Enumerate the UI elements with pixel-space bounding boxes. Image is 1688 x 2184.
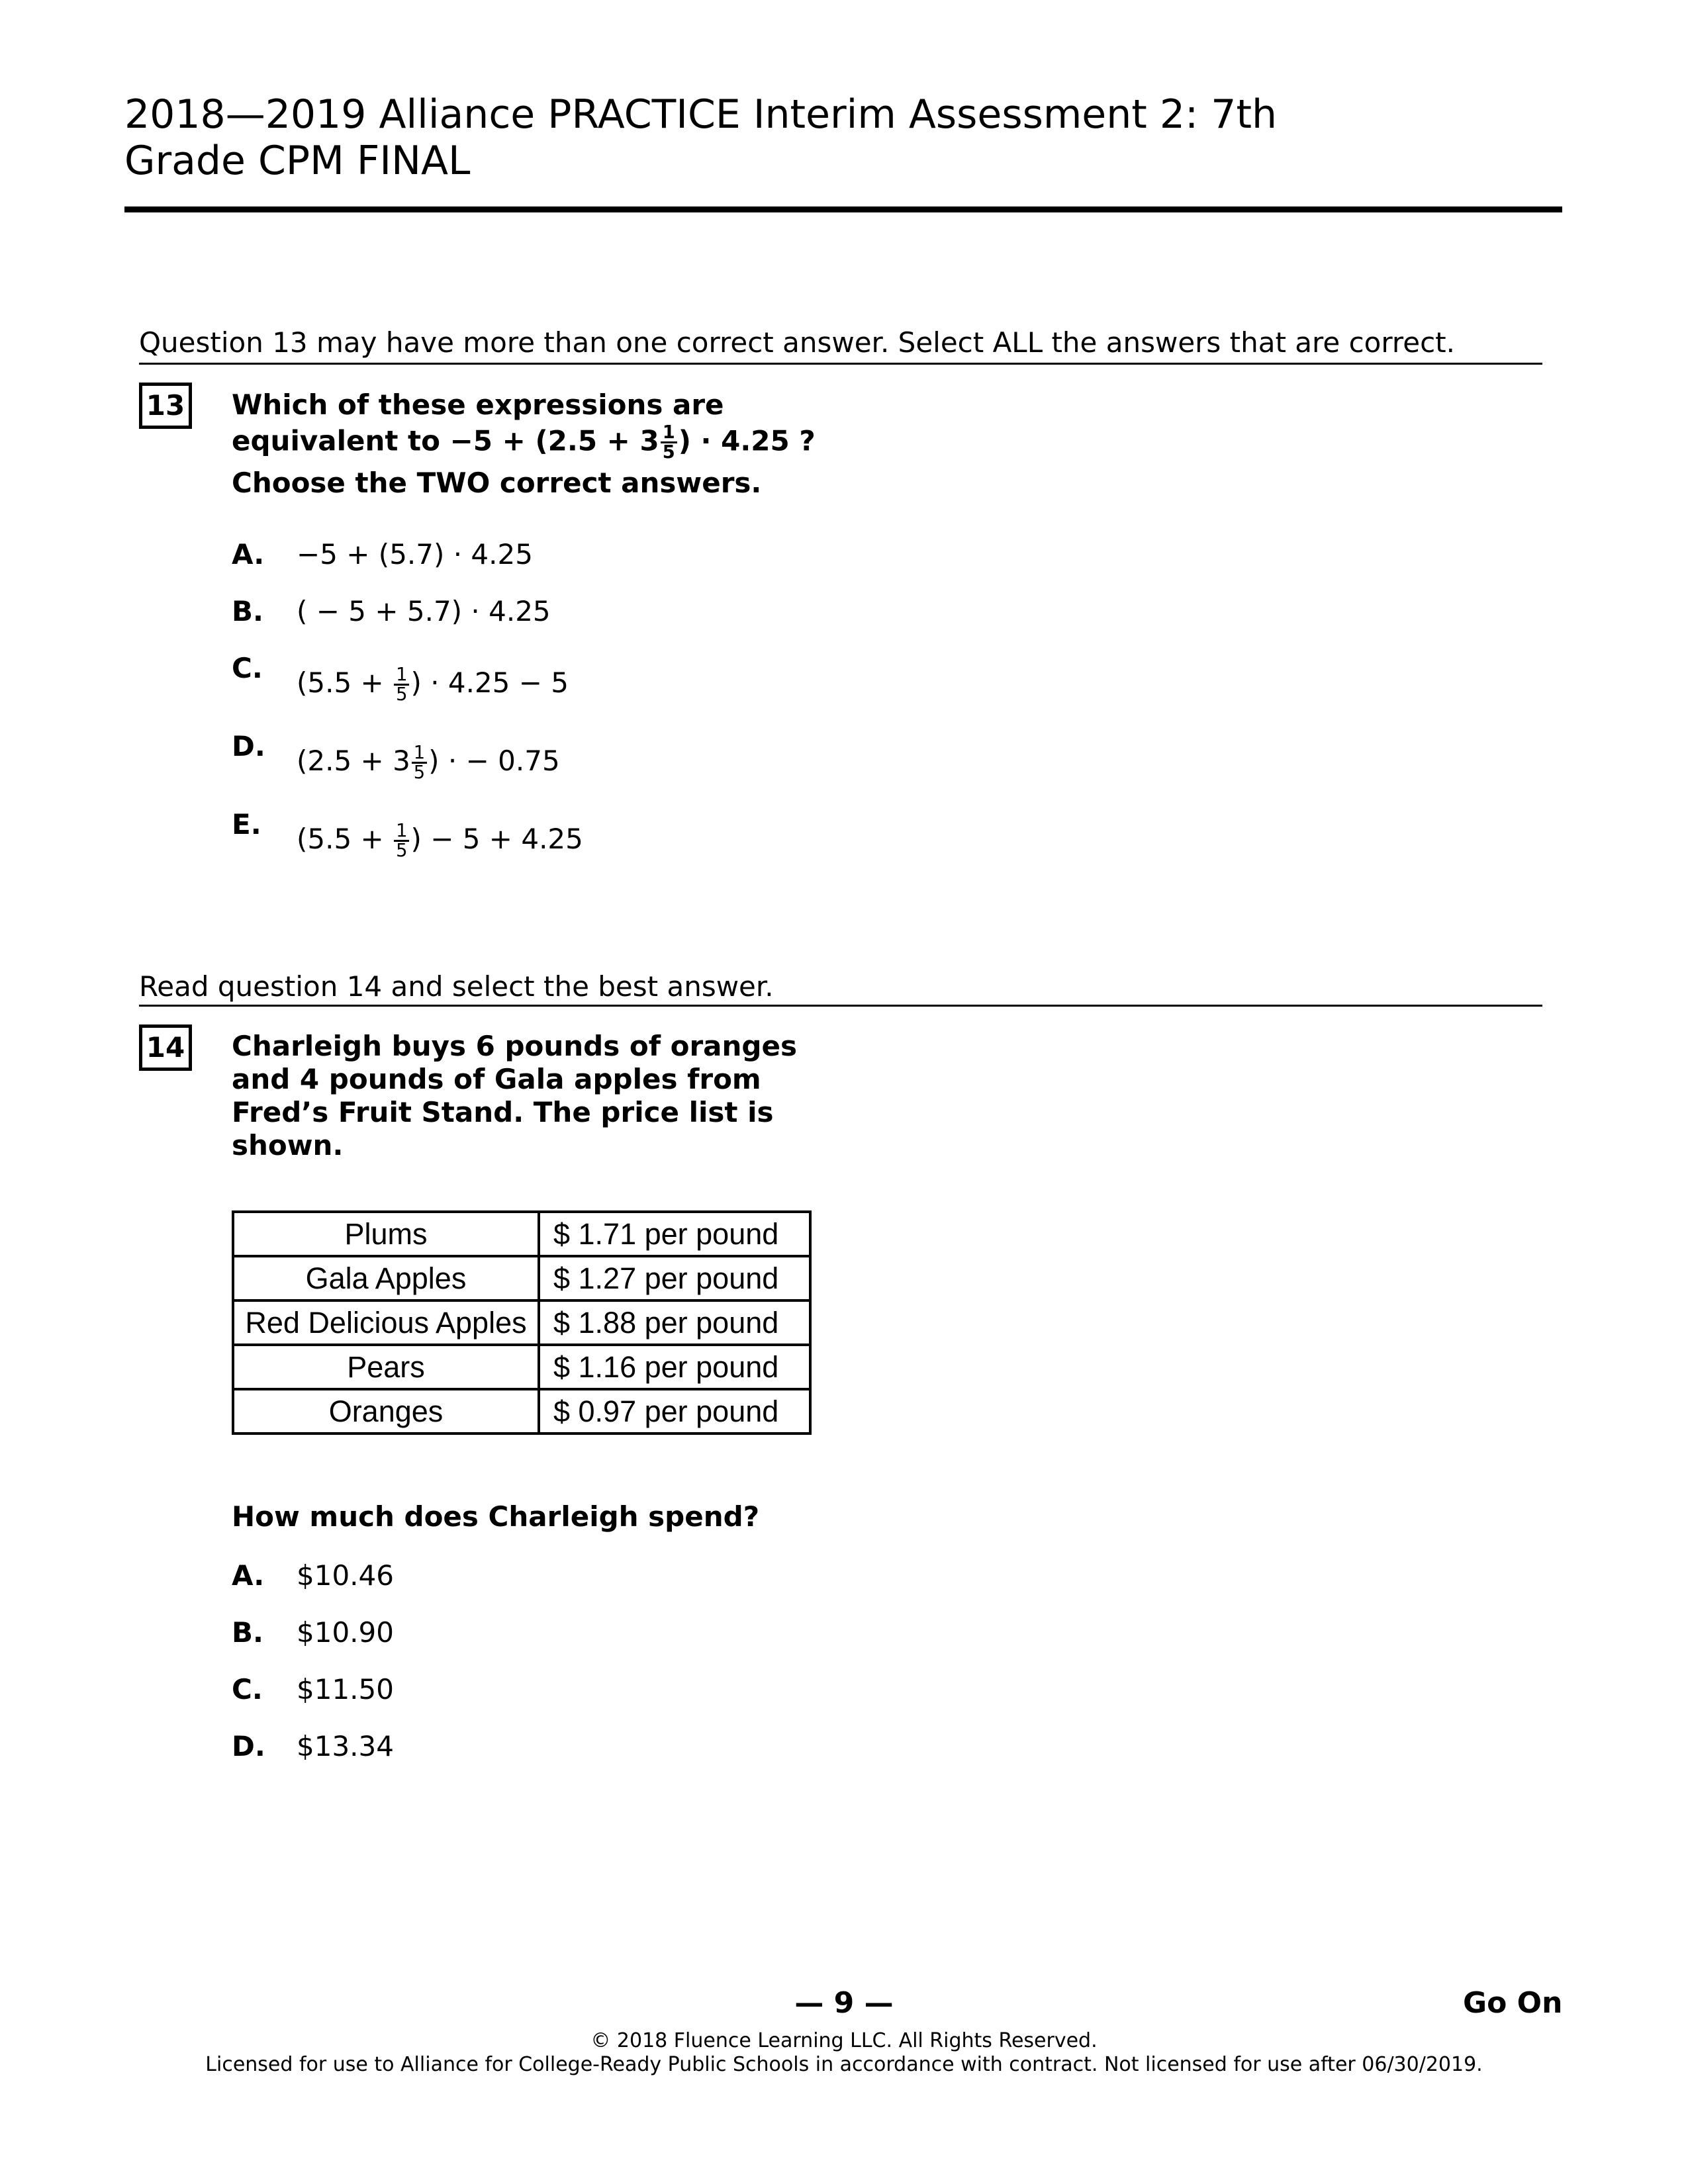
option-letter: A. [232, 1559, 265, 1592]
table-row [233, 1256, 810, 1300]
option-text: −5 + (5.7) · 4.25 [297, 538, 533, 570]
option-text: (2.5 + 3 $\frac{1}{5}$ ) · − 0.75 [297, 743, 560, 784]
q13-stem-line-3: Choose the TWO correct answers. [232, 466, 762, 499]
price-cell: $ 0.97 per pound [539, 1389, 810, 1433]
q13-stem [232, 388, 816, 500]
option-letter: C. [232, 652, 263, 684]
option-letter: B. [232, 1616, 263, 1649]
q13-option-c[interactable] [232, 651, 569, 705]
q14-option-b[interactable] [232, 1615, 394, 1650]
option-fraction: $\frac{1}{5}$ [394, 822, 409, 860]
q13-instruction: Question 13 may have more than one correct answer. Select ALL the answers that are correct. [139, 326, 1455, 359]
table-row [233, 1212, 810, 1256]
page-title [124, 91, 1548, 184]
q13-option-a[interactable] [232, 537, 533, 572]
price-cell: $ 1.16 per pound [539, 1345, 810, 1389]
q14-question: How much does Charleigh spend? [232, 1500, 760, 1533]
option-text: $13.34 [297, 1730, 394, 1762]
q13-option-e[interactable] [232, 807, 583, 862]
item-cell: Red Delicious Apples [233, 1300, 539, 1345]
price-cell: $ 1.88 per pound [539, 1300, 810, 1345]
option-letter: A. [232, 538, 265, 570]
go-on-label: Go On [1463, 1986, 1563, 2020]
q14-instruction-divider [139, 1005, 1542, 1007]
price-cell: $ 1.71 per pound [539, 1212, 810, 1256]
option-fraction: $\frac{1}{5}$ [412, 744, 427, 782]
q14-number-box: 14 [139, 1024, 192, 1071]
q14-stem-line: and 4 pounds of Gala apples from [232, 1063, 761, 1095]
option-text: ( − 5 + 5.7) · 4.25 [297, 595, 551, 627]
item-cell: Oranges [233, 1389, 539, 1433]
option-text: $10.46 [297, 1559, 394, 1592]
item-cell: Gala Apples [233, 1256, 539, 1300]
q14-option-a[interactable] [232, 1559, 394, 1593]
option-letter: D. [232, 730, 265, 762]
price-cell: $ 1.27 per pound [539, 1256, 810, 1300]
q13-option-d[interactable] [232, 729, 560, 784]
q14-option-c[interactable] [232, 1672, 394, 1707]
copyright-notice: © 2018 Fluence Learning LLC. All Rights Reserved. [590, 2029, 1098, 2052]
table-row [233, 1300, 810, 1345]
q13-stem-fraction: $\frac{1}{5}$ [661, 424, 677, 462]
q14-instruction: Read question 14 and select the best answer. [139, 970, 774, 1003]
q13-instruction-divider [139, 363, 1542, 365]
option-fraction: $\frac{1}{5}$ [394, 666, 409, 704]
q14-stem-line: Charleigh buys 6 pounds of oranges [232, 1030, 797, 1062]
option-letter: E. [232, 808, 261, 841]
q13-stem-line-2: equivalent to −5 + (2.5 + 3 $\frac{1}{5}$ ) · 4.25 ? [232, 422, 816, 463]
option-letter: C. [232, 1673, 263, 1706]
title-line-2: Grade CPM FINAL [124, 138, 471, 184]
title-divider [124, 206, 1562, 212]
option-text: $11.50 [297, 1673, 394, 1706]
q14-option-d[interactable] [232, 1729, 394, 1764]
table-row [233, 1345, 810, 1389]
option-text: (5.5 + $\frac{1}{5}$ ) − 5 + 4.25 [297, 821, 583, 862]
price-list-table [232, 1210, 812, 1435]
page-number: — 9 — [794, 1986, 894, 2020]
title-line-1: 2018—2019 Alliance PRACTICE Interim Assessment 2: 7th [124, 91, 1278, 138]
item-cell: Plums [233, 1212, 539, 1256]
q13-stem-line-1: Which of these expressions are [232, 388, 724, 421]
q13-number-box: 13 [139, 383, 192, 429]
option-text: (5.5 + $\frac{1}{5}$ ) · 4.25 − 5 [297, 664, 569, 705]
q14-stem [232, 1030, 797, 1162]
item-cell: Pears [233, 1345, 539, 1389]
option-text: $10.90 [297, 1616, 394, 1649]
table-row [233, 1389, 810, 1433]
option-letter: D. [232, 1730, 265, 1762]
q13-option-b[interactable] [232, 594, 551, 629]
q14-stem-line: Fred’s Fruit Stand. The price list is [232, 1096, 774, 1128]
q14-stem-line: shown. [232, 1129, 344, 1161]
option-letter: B. [232, 595, 263, 627]
license-notice: Licensed for use to Alliance for College-Ready Public Schools in accordance with contract. Not licensed for use after 06/30/2019. [205, 2053, 1483, 2076]
